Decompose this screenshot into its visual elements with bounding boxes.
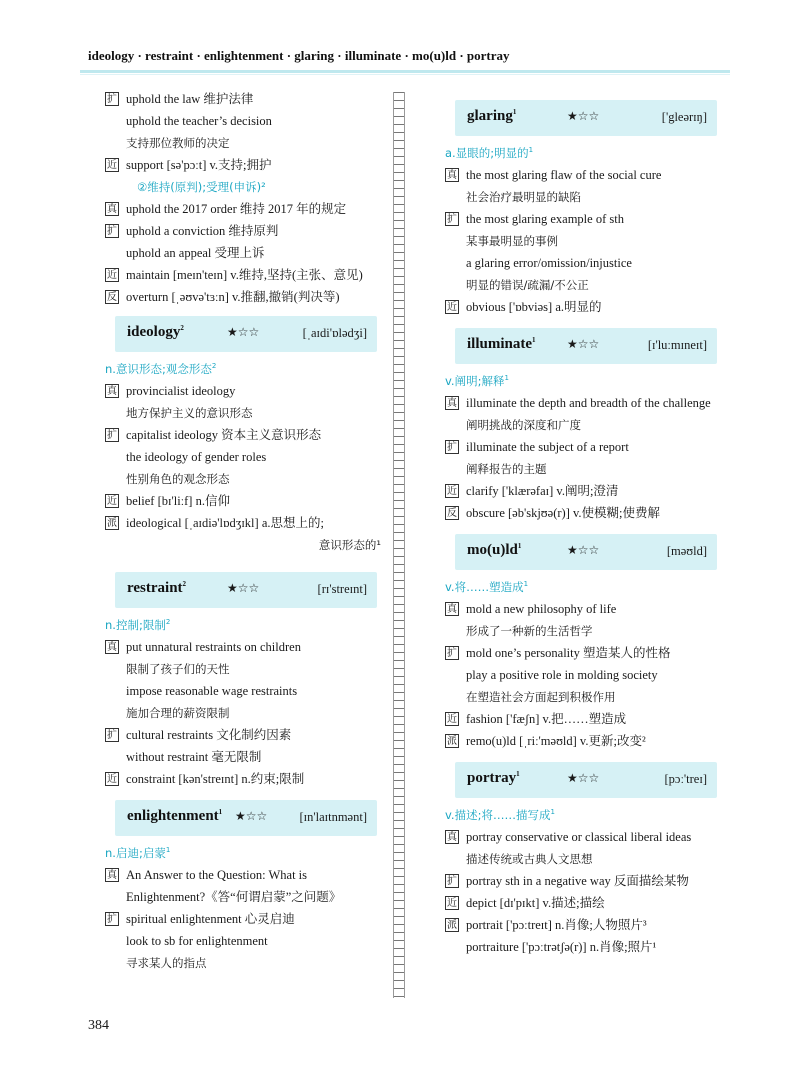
- line-text: ideological [ˌaɪdiə'lɒdʒɪkl] a.思想上的;: [126, 516, 324, 530]
- label-tag: 近: [107, 270, 117, 281]
- label-tag: 派: [447, 920, 457, 931]
- label-tag: 近: [107, 496, 117, 507]
- entry-line: [105, 242, 385, 264]
- line-text: play a positive role in molding society: [466, 668, 658, 682]
- entry-line: [105, 424, 385, 446]
- line-text: illuminate the subject of a report: [466, 440, 629, 454]
- headword-box: [455, 100, 717, 136]
- entry-line: [445, 708, 725, 730]
- meaning: v.将……塑造成$^1$: [445, 580, 529, 594]
- entry-line: [105, 132, 385, 154]
- line-text: 某事最明显的事例: [466, 234, 558, 248]
- entry-line: [445, 480, 725, 502]
- entry-line: [105, 264, 385, 286]
- label-tag: 近: [447, 714, 457, 725]
- entry-line: [445, 826, 725, 848]
- entry-line: [105, 380, 385, 402]
- label-tag: 真: [107, 204, 117, 215]
- line-text: clarify ['klærəfaɪ] v.阐明;澄清: [466, 484, 619, 498]
- entry-line: [105, 88, 385, 110]
- phonetic: ['gleərɪŋ]: [661, 110, 707, 124]
- headword: portray$^1$: [467, 770, 520, 786]
- entry-line: [445, 252, 725, 274]
- line-text: without restraint 毫无限制: [126, 750, 262, 764]
- entry-line: [445, 870, 725, 892]
- phonetic: [ˌaɪdi'ɒlədʒi]: [302, 326, 367, 340]
- label-tag: 真: [447, 604, 457, 615]
- entry-line: [105, 490, 385, 512]
- label-tag: 派: [447, 736, 457, 747]
- line-text: spiritual enlightenment 心灵启迪: [126, 912, 295, 926]
- uphold-continued: [105, 88, 385, 308]
- label-tag: 扩: [447, 648, 457, 659]
- meaning: n.意识形态;观念形态$^2$: [105, 362, 217, 376]
- star-rating: ★☆☆: [567, 337, 600, 351]
- headword: restraint$^2$: [127, 580, 187, 596]
- line-text: a glaring error/omission/injustice: [466, 256, 632, 270]
- line-text: portray sth in a negative way 反面描绘某物: [466, 874, 689, 888]
- entry-line: [445, 686, 725, 708]
- entry-line: [445, 392, 725, 414]
- label-tag: 真: [107, 642, 117, 653]
- star-rating: ★☆☆: [227, 325, 260, 339]
- entry-line: [445, 848, 725, 870]
- entry-glaring: [445, 100, 725, 318]
- phonetic: [pɔː'treɪ]: [664, 772, 707, 786]
- line-text: portray conservative or classical liberal ideas: [466, 830, 692, 844]
- line-text: mold a new philosophy of life: [466, 602, 617, 616]
- line-text: impose reasonable wage restraints: [126, 684, 298, 698]
- entry-line: [445, 892, 725, 914]
- entry-line: [445, 296, 725, 318]
- star-rating: ★☆☆: [567, 109, 600, 123]
- meaning: v.阐明;解释$^1$: [445, 374, 509, 388]
- label-tag: 真: [447, 832, 457, 843]
- label-tag: 近: [447, 486, 457, 497]
- line-text: 在塑造社会方面起到积极作用: [466, 690, 616, 704]
- entry-line: [105, 952, 385, 974]
- column-divider: [393, 92, 405, 998]
- line-text: 明显的错误/疏漏/不公正: [466, 278, 589, 292]
- entry-line: [445, 620, 725, 642]
- entry-enlightenment: [105, 800, 385, 974]
- line-text: obscure [əb'skjʊə(r)] v.使模糊;使费解: [466, 506, 661, 520]
- line-text: put unnatural restraints on children: [126, 640, 301, 654]
- label-tag: 扩: [107, 914, 117, 925]
- label-tag: 近: [107, 774, 117, 785]
- line-text: portrait ['pɔːtreɪt] n.肖像;人物照片³: [466, 918, 647, 932]
- left-column: [105, 88, 385, 974]
- entry-line: [105, 220, 385, 242]
- line-text: 阐明挑战的深度和广度: [466, 418, 581, 432]
- label-tag: 扩: [107, 226, 117, 237]
- line-text: 支持那位教师的决定: [126, 136, 230, 150]
- entry-line: [105, 680, 385, 702]
- entry-line: [445, 730, 725, 752]
- entry-line: [105, 724, 385, 746]
- page-header: ideology · restraint · enlightenment · glaring · illuminate · mo(u)ld · portray: [88, 48, 510, 63]
- page-number: 384: [88, 1018, 109, 1033]
- label-tag: 扩: [447, 214, 457, 225]
- label-tag: 扩: [447, 876, 457, 887]
- headword-box: [115, 572, 377, 608]
- headword: ideology$^2$: [127, 324, 184, 340]
- label-tag: 派: [107, 518, 117, 529]
- line-text: uphold an appeal 受理上诉: [126, 246, 265, 260]
- entry-illuminate: [445, 328, 725, 524]
- entry-line: [105, 154, 385, 176]
- line-text: mold one’s personality 塑造某人的性格: [466, 646, 671, 660]
- line-text: Enlightenment?《答“何谓启蒙”之问题》: [126, 890, 342, 904]
- star-rating: ★☆☆: [567, 543, 600, 557]
- entry-line: [445, 598, 725, 620]
- line-text: capitalist ideology 资本主义意识形态: [126, 428, 322, 442]
- label-tag: 反: [107, 292, 117, 303]
- line-text: 施加合理的薪资限制: [126, 706, 230, 720]
- entry-line: [445, 936, 725, 958]
- line-text: uphold the 2017 order 维持 2017 年的规定: [126, 202, 347, 216]
- entry-ideology: [105, 316, 385, 556]
- label-tag: 真: [107, 386, 117, 397]
- entry-line: [105, 468, 385, 490]
- meaning: v.描述;将……描写成$^1$: [445, 808, 555, 822]
- entry-line: [105, 930, 385, 952]
- entry-line: [105, 636, 385, 658]
- entry-line: [445, 186, 725, 208]
- entry-line: [105, 886, 385, 908]
- headword: enlightenment$^1$: [127, 808, 223, 824]
- line-text: remo(u)ld [ˌriː'məʊld] v.更新;改变²: [466, 734, 646, 748]
- entry-mould: [445, 534, 725, 752]
- entry-line: [445, 414, 725, 436]
- headword-box: [455, 328, 717, 364]
- line-text: illuminate the depth and breadth of the challenge: [466, 396, 711, 410]
- headword-box: [115, 316, 377, 352]
- entry-line: [445, 458, 725, 480]
- phonetic: [ɪn'laɪtnmənt]: [299, 810, 367, 824]
- entry-line: [105, 110, 385, 132]
- line-text: provincialist ideology: [126, 384, 236, 398]
- entry-line: [105, 746, 385, 768]
- label-tag: 扩: [107, 730, 117, 741]
- label-tag: 扩: [107, 94, 117, 105]
- entry-line: [105, 512, 385, 534]
- line-text: obvious ['ɒbviəs] a.明显的: [466, 300, 602, 314]
- entry-line: [445, 208, 725, 230]
- label-tag: 真: [447, 398, 457, 409]
- headword-box: [455, 762, 717, 798]
- entry-line: [105, 198, 385, 220]
- line-text: overturn [ˌəʊvə'tɜːn] v.推翻,撤销(判决等): [126, 290, 340, 304]
- line-text: the ideology of gender roles: [126, 450, 267, 464]
- entry-line: [445, 642, 725, 664]
- line-text: 寻求某人的指点: [126, 956, 207, 970]
- entry-line: [105, 176, 385, 198]
- line-text: 性别角色的观念形态: [126, 472, 230, 486]
- header-rule: [80, 70, 730, 73]
- line-text: support [sə'pɔːt] v.支持;拥护: [126, 158, 272, 172]
- star-rating: ★☆☆: [235, 809, 268, 823]
- label-tag: 近: [107, 160, 117, 171]
- line-text: the most glaring example of sth: [466, 212, 624, 226]
- entry-line: [105, 908, 385, 930]
- line-text: constraint [kən'streɪnt] n.约束;限制: [126, 772, 305, 786]
- entry-line: [445, 502, 725, 524]
- entry-line: [105, 768, 385, 790]
- line-text: 意识形态的¹: [318, 538, 381, 552]
- entry-line: [445, 914, 725, 936]
- label-tag: 真: [107, 870, 117, 881]
- entry-line: [445, 274, 725, 296]
- headword: glaring$^1$: [467, 108, 517, 124]
- phonetic: [rɪ'streɪnt]: [317, 582, 367, 596]
- line-text: 形成了一种新的生活哲学: [466, 624, 593, 638]
- entry-line: [105, 286, 385, 308]
- headword-box: [455, 534, 717, 570]
- entry-line: [105, 446, 385, 468]
- entry-line: [445, 230, 725, 252]
- entry-line: [105, 534, 385, 556]
- line-text: uphold the law 维护法律: [126, 92, 254, 106]
- star-rating: ★☆☆: [227, 581, 260, 595]
- entry-line: [445, 436, 725, 458]
- line-text: maintain [meɪn'teɪn] v.维持,坚持(主张、意见): [126, 268, 363, 282]
- meaning: a.显眼的;明显的$^1$: [445, 146, 534, 160]
- label-tag: 扩: [107, 430, 117, 441]
- entry-line: [105, 702, 385, 724]
- label-tag: 近: [447, 898, 457, 909]
- phonetic: [ɪ'luːmɪneɪt]: [647, 338, 707, 352]
- entry-portray: [445, 762, 725, 958]
- line-text: ②维持(原判);受理(申诉)²: [137, 180, 266, 194]
- header-rule-thin: [80, 74, 730, 75]
- label-tag: 真: [447, 170, 457, 181]
- phonetic: [məʊld]: [666, 544, 707, 558]
- line-text: cultural restraints 文化制约因素: [126, 728, 292, 742]
- label-tag: 扩: [447, 442, 457, 453]
- line-text: uphold a conviction 维持原判: [126, 224, 279, 238]
- entry-line: [445, 664, 725, 686]
- entry-restraint: [105, 572, 385, 790]
- entry-line: [105, 658, 385, 680]
- line-text: fashion ['fæʃn] v.把……塑造成: [466, 712, 627, 726]
- line-text: 限制了孩子们的天性: [126, 662, 230, 676]
- meaning: n.启迪;启蒙$^1$: [105, 846, 171, 860]
- line-text: belief [bɪ'liːf] n.信仰: [126, 494, 230, 508]
- right-column: [445, 88, 725, 958]
- line-text: depict [dɪ'pɪkt] v.描述;描绘: [466, 896, 605, 910]
- meaning: n.控制;限制$^2$: [105, 618, 171, 632]
- label-tag: 反: [447, 508, 457, 519]
- star-rating: ★☆☆: [567, 771, 600, 785]
- line-text: 阐释报告的主题: [466, 462, 547, 476]
- line-text: 社会治疗最明显的缺陷: [466, 190, 581, 204]
- line-text: 描述传统或古典人文思想: [466, 852, 593, 866]
- line-text: An Answer to the Question: What is: [126, 868, 307, 882]
- line-text: look to sb for enlightenment: [126, 934, 268, 948]
- line-text: portraiture ['pɔːtrətʃə(r)] n.肖像;照片¹: [466, 940, 657, 954]
- entry-line: [445, 164, 725, 186]
- line-text: 地方保护主义的意识形态: [126, 406, 253, 420]
- line-text: uphold the teacher’s decision: [126, 114, 272, 128]
- line-text: the most glaring flaw of the social cure: [466, 168, 662, 182]
- headword: $mo(u)ld^1$: [467, 542, 522, 558]
- label-tag: 近: [447, 302, 457, 313]
- headword-box: [115, 800, 377, 836]
- entry-line: [105, 402, 385, 424]
- headword: illuminate$^1$: [467, 336, 536, 352]
- entry-line: [105, 864, 385, 886]
